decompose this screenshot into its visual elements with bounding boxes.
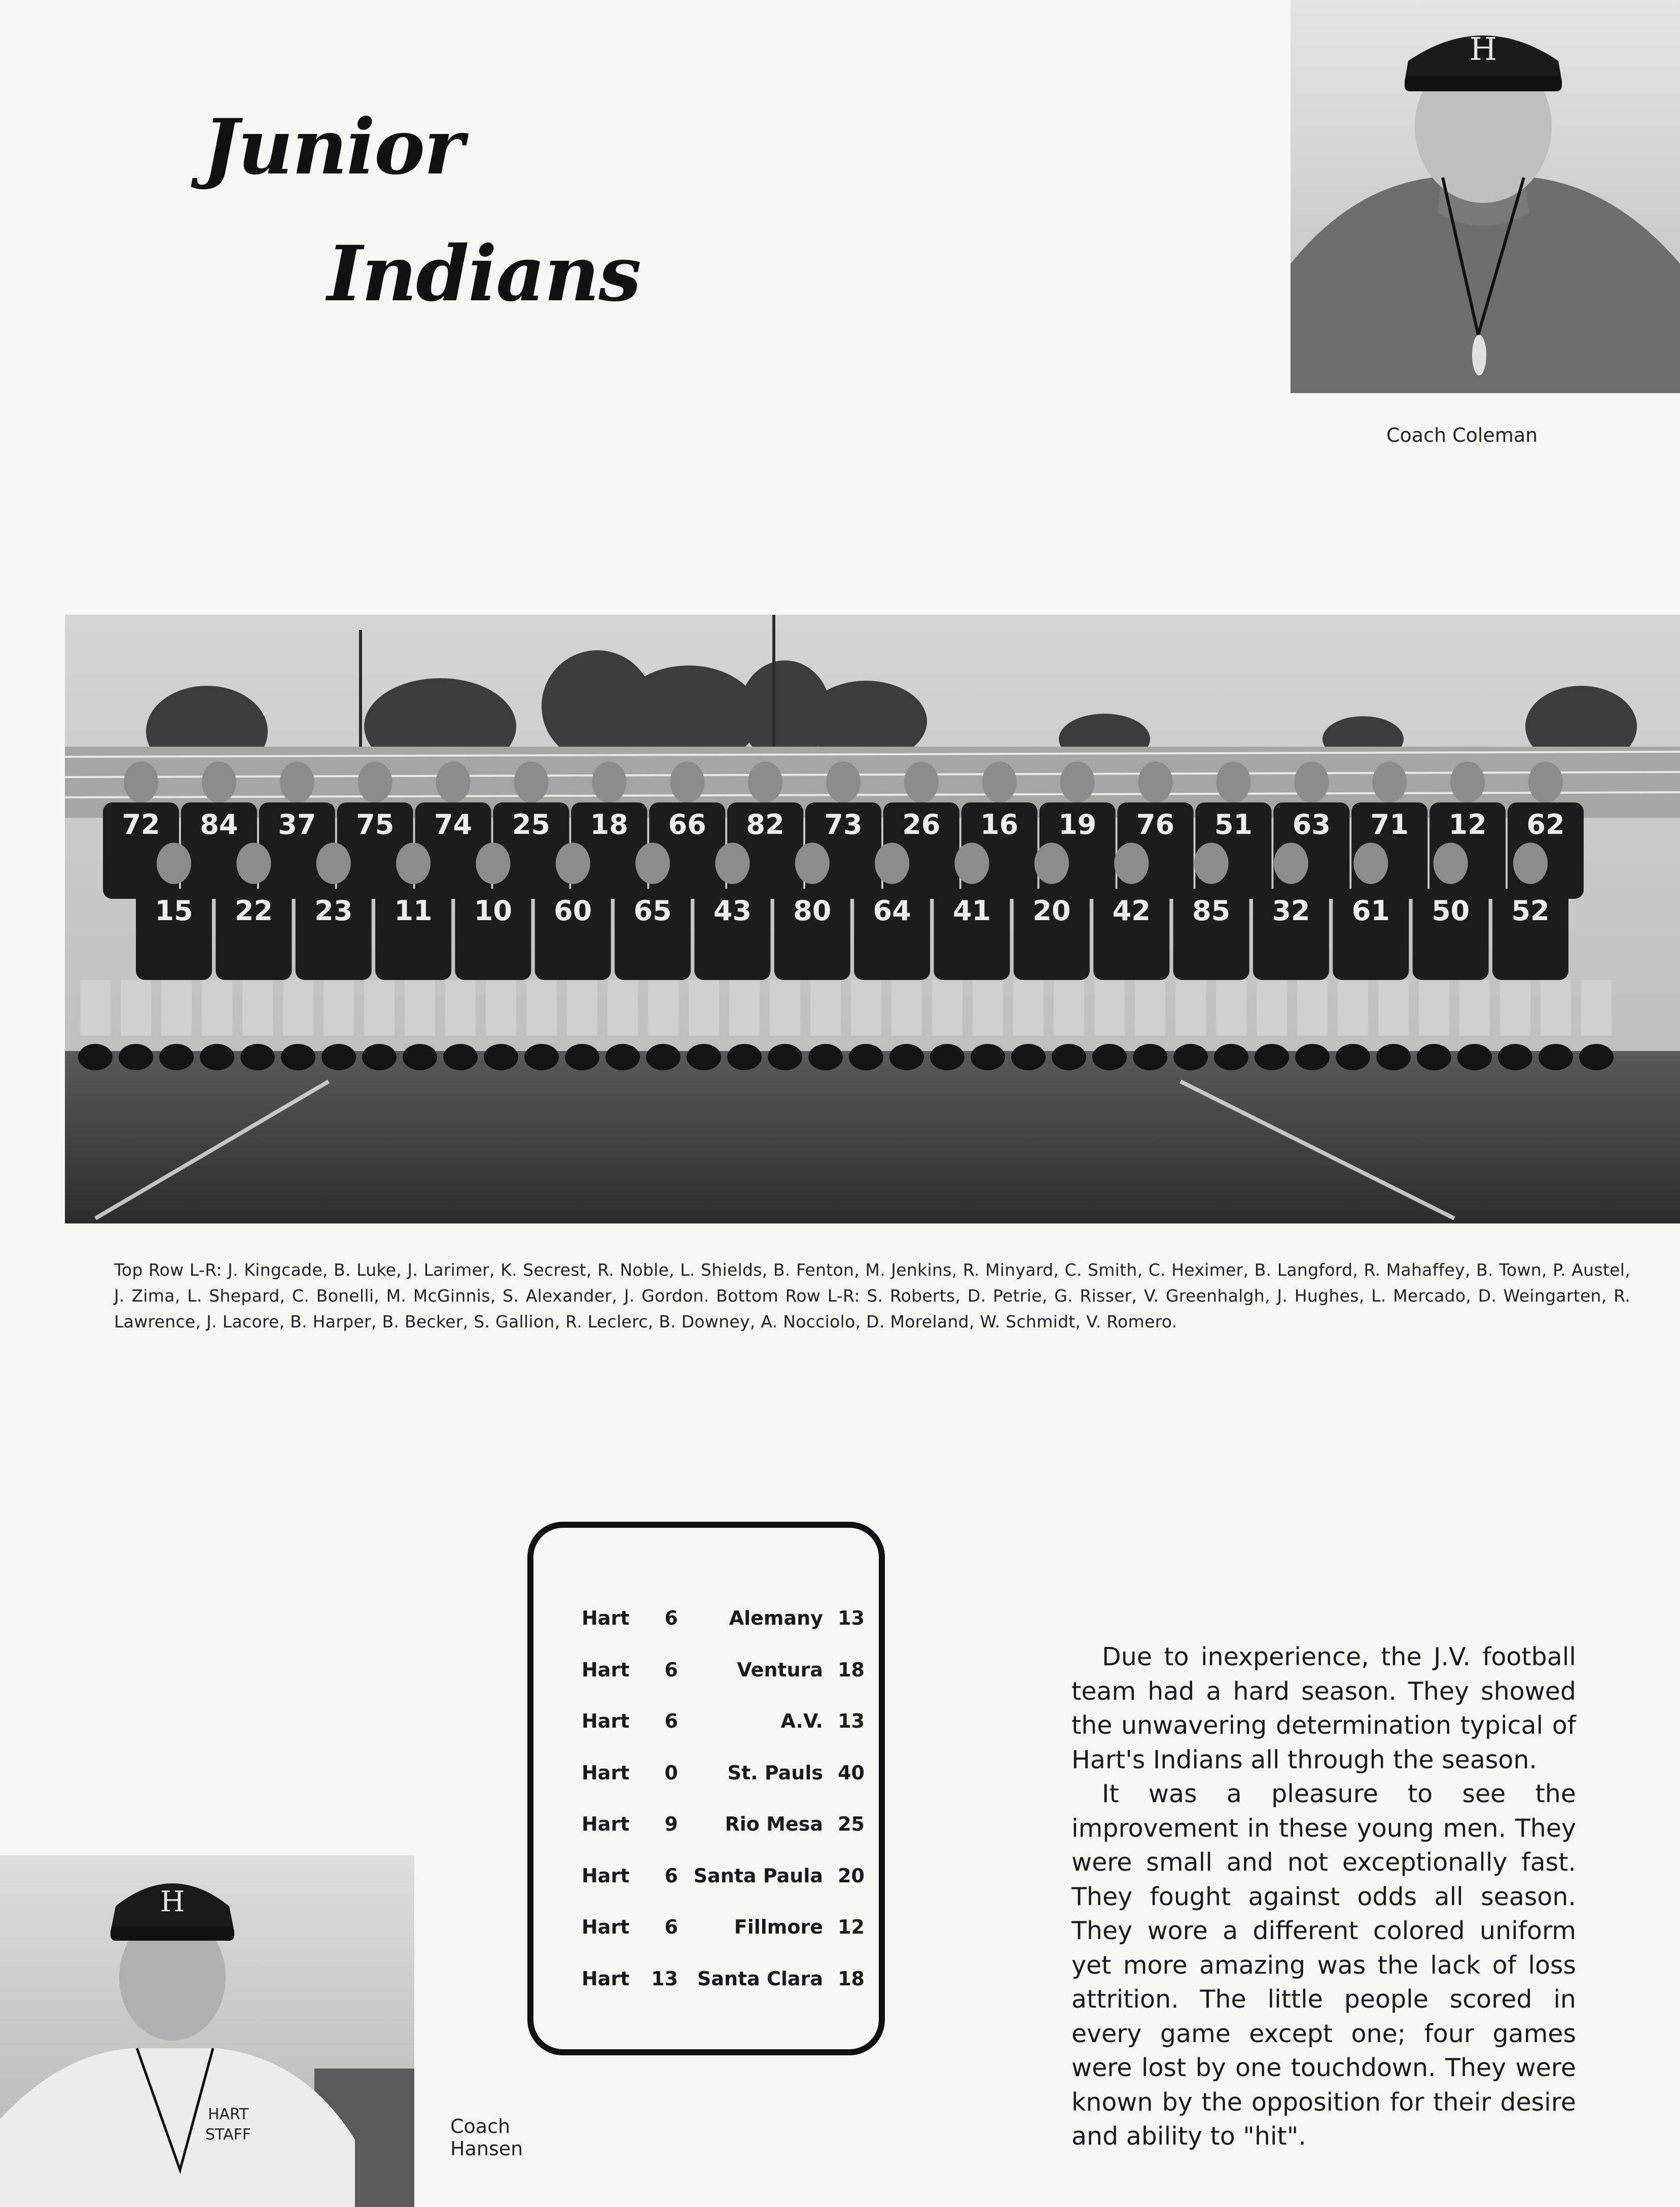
score-row	[533, 1659, 879, 1689]
player-legs	[1054, 980, 1084, 1036]
player-head	[875, 843, 909, 884]
jersey-number: 71	[1370, 809, 1409, 840]
jersey-number: 65	[633, 895, 672, 927]
helmet	[1173, 1044, 1208, 1070]
player-head	[826, 761, 861, 803]
score-row	[533, 1916, 879, 1946]
player-head	[1372, 761, 1407, 803]
jersey-number: 37	[278, 809, 316, 840]
helmet	[1376, 1044, 1411, 1070]
player-head	[1274, 843, 1308, 884]
page-title-line2: Indians	[327, 229, 640, 319]
helmet	[1011, 1044, 1046, 1070]
jersey-number: 64	[873, 895, 911, 927]
helmet	[930, 1044, 964, 1070]
player-legs	[161, 980, 192, 1036]
player-legs	[80, 980, 111, 1036]
jersey-number: 10	[474, 895, 512, 927]
helmet	[646, 1044, 681, 1070]
player-head	[1294, 761, 1329, 803]
jersey-number: 75	[356, 809, 395, 840]
season-summary-paragraph-2: It was a pleasure to see the improvement in these young men. They were small and not exceptionally fast. They fought against odds all season. They wore a different colored uniform yet more amazing was the lack of loss attrition. The little people scored in every game except one; four games were lost by one touchdown. They were known by the opposition for their desire and ability to "hit".	[1071, 1779, 1576, 2151]
player-legs	[1500, 980, 1530, 1036]
home-score: 9	[664, 1813, 678, 1835]
player-head	[1450, 761, 1485, 803]
player-head	[556, 843, 590, 884]
player-legs	[242, 980, 273, 1036]
home-team: Hart	[582, 1710, 630, 1732]
player-legs	[283, 980, 313, 1036]
player-head	[476, 843, 510, 884]
opponent-name: Fillmore	[734, 1916, 823, 1938]
player-head	[1114, 843, 1149, 884]
helmet	[1092, 1044, 1127, 1070]
home-score: 0	[664, 1761, 678, 1784]
home-team: Hart	[582, 1658, 630, 1681]
player-legs	[1175, 980, 1206, 1036]
player-head	[202, 761, 236, 803]
home-team: Hart	[582, 1916, 630, 1938]
player-legs	[121, 980, 151, 1036]
player-head	[358, 761, 392, 803]
helmet	[321, 1044, 356, 1070]
player-legs	[729, 980, 760, 1036]
helmet	[1498, 1044, 1532, 1070]
helmet	[1417, 1044, 1451, 1070]
player-head	[592, 761, 626, 803]
helmet	[687, 1044, 721, 1070]
coach-coleman-photo	[1291, 0, 1680, 393]
jersey-number: 82	[746, 809, 784, 840]
player-head	[635, 843, 670, 884]
helmet	[727, 1044, 762, 1070]
player-head	[715, 843, 749, 884]
page-title-line1: Junior	[203, 102, 463, 192]
player-legs	[567, 980, 597, 1036]
helmet	[1539, 1044, 1573, 1070]
helmet	[281, 1044, 315, 1070]
jersey-number: 80	[793, 895, 832, 927]
player-head	[670, 761, 704, 803]
home-team: Hart	[582, 1607, 630, 1629]
player-legs	[486, 980, 516, 1036]
score-row	[533, 1865, 879, 1895]
opponent-name: Ventura	[737, 1658, 823, 1681]
helmet	[159, 1044, 194, 1070]
player-head	[748, 761, 782, 803]
opponent-score: 13	[838, 1710, 865, 1732]
jersey-number: 51	[1214, 809, 1253, 840]
coach-hansen-caption-line1: Coach	[450, 2115, 511, 2138]
player-legs	[1581, 980, 1612, 1036]
player-legs	[526, 980, 557, 1036]
cap-letter: H	[160, 1885, 185, 1918]
player-head	[396, 843, 431, 884]
opponent-name: Santa Clara	[697, 1967, 823, 1990]
player-legs	[1459, 980, 1490, 1036]
player-legs	[607, 980, 638, 1036]
helmet	[484, 1044, 518, 1070]
player-legs	[324, 980, 354, 1036]
season-summary-paragraph-1: Due to inexperience, the J.V. football team had a hard season. They showed the unwavering determination typical of Hart's Indians all through the season.	[1071, 1642, 1576, 1774]
player-head	[1034, 843, 1069, 884]
helmet	[119, 1044, 153, 1070]
jersey-number: 63	[1292, 809, 1331, 840]
player-head	[795, 843, 830, 884]
helmet	[1336, 1044, 1370, 1070]
player-head	[955, 843, 989, 884]
opponent-name: Santa Paula	[693, 1864, 823, 1887]
player-head	[982, 761, 1017, 803]
player-head	[1194, 843, 1229, 884]
coach-hansen-caption	[450, 2115, 523, 2160]
helmet	[1457, 1044, 1492, 1070]
helmet	[403, 1044, 437, 1070]
season-summary	[1071, 1640, 1576, 2154]
jersey-number: 85	[1192, 895, 1231, 927]
helmet	[1052, 1044, 1086, 1070]
helmet	[971, 1044, 1005, 1070]
home-score: 13	[651, 1967, 678, 1990]
helmet	[200, 1044, 234, 1070]
opponent-name: A.V.	[780, 1710, 823, 1732]
helmet	[849, 1044, 883, 1070]
opponent-score: 18	[838, 1658, 865, 1681]
home-team: Hart	[582, 1864, 630, 1887]
jersey-number: 52	[1511, 895, 1550, 927]
helmet	[1255, 1044, 1289, 1070]
player-legs	[851, 980, 881, 1036]
opponent-score: 20	[838, 1864, 865, 1887]
player-head	[1434, 843, 1468, 884]
helmet	[78, 1044, 113, 1070]
helmet	[524, 1044, 559, 1070]
jersey-number: 60	[554, 895, 592, 927]
player-legs	[1541, 980, 1571, 1036]
jersey-number: 61	[1351, 895, 1390, 927]
jersey-number: 72	[122, 809, 160, 840]
jersey-number: 20	[1032, 895, 1071, 927]
player-legs	[405, 980, 435, 1036]
helmet	[889, 1044, 924, 1070]
jersey-number: 18	[590, 809, 628, 840]
player-head	[1353, 843, 1388, 884]
home-score: 6	[664, 1864, 678, 1887]
player-head	[316, 843, 351, 884]
coach-hansen-caption-line2: Hansen	[450, 2138, 523, 2160]
home-team: Hart	[582, 1761, 630, 1784]
helmet	[1295, 1044, 1330, 1070]
team-photo	[65, 615, 1680, 1223]
jersey-number: 43	[713, 895, 752, 927]
player-legs	[1378, 980, 1409, 1036]
home-team: Hart	[582, 1967, 630, 1990]
player-legs	[1338, 980, 1368, 1036]
jersey-number: 66	[668, 809, 706, 840]
score-row	[533, 1968, 879, 1998]
player-legs	[810, 980, 841, 1036]
score-row	[533, 1710, 879, 1740]
home-score: 6	[664, 1658, 678, 1681]
shirt-text-staff: STAFF	[205, 2126, 252, 2144]
jersey-number: 62	[1526, 809, 1565, 840]
player-head	[1216, 761, 1250, 803]
jersey-number: 76	[1136, 809, 1175, 840]
player-head	[1060, 761, 1095, 803]
jersey-number: 25	[512, 809, 551, 840]
home-score: 6	[664, 1710, 678, 1732]
player-legs	[1094, 980, 1125, 1036]
jersey-number: 23	[314, 895, 353, 927]
player-legs	[1135, 980, 1165, 1036]
player-legs	[1419, 980, 1449, 1036]
coach-coleman-caption: Coach Coleman	[1386, 424, 1538, 446]
opponent-score: 25	[838, 1813, 865, 1835]
opponent-score: 18	[838, 1967, 865, 1990]
coach-hansen-photo	[0, 1855, 414, 2207]
player-legs	[1297, 980, 1328, 1036]
shirt-text-hart: HART	[207, 2106, 249, 2123]
player-legs	[364, 980, 395, 1036]
helmet	[1214, 1044, 1248, 1070]
jersey-number: 19	[1058, 809, 1097, 840]
helmet	[1579, 1044, 1614, 1070]
helmet	[605, 1044, 640, 1070]
jersey-number: 74	[434, 809, 473, 840]
player-head	[514, 761, 548, 803]
player-head	[1528, 761, 1563, 803]
jersey-number: 12	[1448, 809, 1487, 840]
score-row	[533, 1813, 879, 1843]
score-box	[527, 1522, 885, 2055]
player-legs	[202, 980, 232, 1036]
player-head	[904, 761, 939, 803]
helmet	[1133, 1044, 1167, 1070]
helmet	[240, 1044, 275, 1070]
player-head	[436, 761, 471, 803]
jersey-number: 41	[952, 895, 991, 927]
score-row	[533, 1607, 879, 1637]
opponent-name: St. Pauls	[727, 1761, 823, 1784]
player-legs	[973, 980, 1003, 1036]
jersey-number: 16	[980, 809, 1019, 840]
home-team: Hart	[582, 1813, 630, 1835]
opponent-score: 12	[838, 1916, 865, 1938]
player-legs	[1257, 980, 1287, 1036]
player-head	[157, 843, 191, 884]
jersey-number: 26	[902, 809, 941, 840]
player-head	[1138, 761, 1173, 803]
home-score: 6	[664, 1607, 678, 1629]
player-head	[124, 761, 158, 803]
helmet	[443, 1044, 478, 1070]
player-legs	[1013, 980, 1044, 1036]
helmet	[565, 1044, 599, 1070]
player-legs	[689, 980, 719, 1036]
player-head	[280, 761, 314, 803]
jersey-number: 15	[155, 895, 193, 927]
roster-caption: Top Row L-R: J. Kingcade, B. Luke, J. Larimer, K. Secrest, R. Noble, L. Shields, B. Fenton, M. Jenkins, R. Minyard, C. Smith, C. Heximer, B. Langford, R. Mahaffey, B. Town, P. Austel, J. Zima, L. Shepard, C. Bonelli, M. McGinnis, S. Alexander, J. Gordon. Bottom Row L-R: S. Roberts, D. Petrie, G. Risser, V. Greenhalgh, J. Hughes, L. Mercado, D. Weingarten, R. Lawrence, J. Lacore, B. Harper, B. Becker, S. Gallion, R. Leclerc, B. Downey, A. Nocciolo, D. Moreland, W. Schmidt, V. Romero.	[114, 1260, 1630, 1332]
player-legs	[891, 980, 922, 1036]
opponent-score: 13	[838, 1607, 865, 1629]
jersey-number: 22	[234, 895, 273, 927]
player-legs	[1216, 980, 1246, 1036]
jersey-number: 73	[824, 809, 863, 840]
helmet	[362, 1044, 397, 1070]
jersey-number: 42	[1112, 895, 1151, 927]
helmet	[808, 1044, 843, 1070]
player-head	[1513, 843, 1548, 884]
player-legs	[445, 980, 476, 1036]
player-legs	[770, 980, 800, 1036]
opponent-name: Rio Mesa	[725, 1813, 823, 1835]
jersey-number: 11	[394, 895, 433, 927]
opponent-name: Alemany	[729, 1607, 823, 1629]
cap-letter: H	[1469, 30, 1497, 67]
jersey-number: 84	[200, 809, 238, 840]
jersey-number: 50	[1432, 895, 1470, 927]
player-head	[236, 843, 271, 884]
jersey-number: 32	[1272, 895, 1310, 927]
player-legs	[648, 980, 678, 1036]
opponent-score: 40	[838, 1761, 865, 1784]
helmet	[768, 1044, 802, 1070]
home-score: 6	[664, 1916, 678, 1938]
score-row	[533, 1762, 879, 1792]
player-legs	[932, 980, 962, 1036]
